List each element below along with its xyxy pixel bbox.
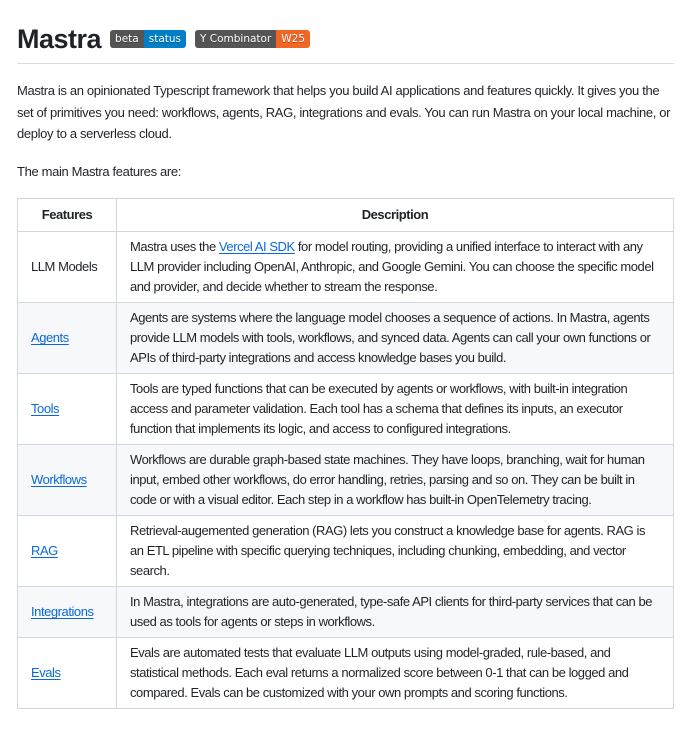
rag-link[interactable]: RAG <box>31 543 58 559</box>
feature-label: LLM Models <box>31 259 98 275</box>
description-cell <box>117 516 674 587</box>
feature-cell-agents <box>18 303 117 374</box>
description-column-header: Description <box>117 199 674 232</box>
agents-link[interactable]: Agents <box>31 330 69 346</box>
feature-cell-llm-models <box>18 232 117 303</box>
description-text: In Mastra, integrations are auto-generated, type-safe API clients for third-party services that can be used as tools for agents or steps in workflows. <box>130 594 653 630</box>
title-row <box>17 23 674 64</box>
description-cell <box>117 587 674 638</box>
description-cell <box>117 638 674 709</box>
description-text: Workflows are durable graph-based state machines. They have loops, branching, wait for human input, embed other workflows, do error handling, retries, parsing and so on. They can be built in code or with a visual editor. Each step in a workflow has built-in OpenTelemetry tracing. <box>130 452 645 508</box>
features-table <box>17 198 674 709</box>
feature-cell-tools <box>18 374 117 445</box>
table-row <box>18 303 674 374</box>
description-text: for model routing, providing a unified interface to interact with any LLM provider including OpenAI, Anthropic, and Google Gemini. You can choose the specific model and provider, and decide whether to stream the response. <box>130 239 654 295</box>
y-combinator-badge[interactable] <box>195 30 310 49</box>
beta-status-badge[interactable] <box>110 30 186 49</box>
description-cell <box>117 232 674 303</box>
description-text: Evals are automated tests that evaluate LLM outputs using model-graded, rule-based, and statistical methods. Each eval returns a normalized score between 0-1 that can be logged and compared. Evals can be customized with your own prompts and scoring functions. <box>130 645 629 701</box>
evals-link[interactable]: Evals <box>31 665 61 681</box>
feature-cell-workflows <box>18 445 117 516</box>
description-text: Tools are typed functions that can be executed by agents or workflows, with built-in integration access and parameter validation. Each tool has a schema that defines its inputs, an executor function that implements its logic, and access to configured integrations. <box>130 381 628 437</box>
description-text: Mastra uses the <box>130 239 219 255</box>
description-cell <box>117 445 674 516</box>
integrations-link[interactable]: Integrations <box>31 604 94 620</box>
table-row <box>18 445 674 516</box>
readme-document <box>17 23 674 709</box>
badge-label: Y Combinator <box>195 30 276 49</box>
feature-cell-evals <box>18 638 117 709</box>
intro-paragraph: Mastra is an opinionated Typescript framework that helps you build AI applications and features quickly. It gives you the set of primitives you need: workflows, agents, RAG, integrations and evals. You can run Mastra on your local machine, or deploy to a serverless cloud. <box>17 83 671 142</box>
feature-cell-integrations <box>18 587 117 638</box>
badge-value: W25 <box>276 30 310 49</box>
vercel-ai-sdk-link[interactable]: Vercel AI SDK <box>218 239 295 255</box>
feature-cell-rag <box>18 516 117 587</box>
badge-label: beta <box>110 30 144 49</box>
description-text: Agents are systems where the language model chooses a sequence of actions. In Mastra, agents provide LLM models with tools, workflows, and synced data. Agents can call your own functions or APIs of third-party integrations and access knowledge bases you build. <box>130 310 651 366</box>
table-row <box>18 638 674 709</box>
description-cell <box>117 303 674 374</box>
badge-value: status <box>144 30 186 49</box>
description-cell <box>117 374 674 445</box>
table-row <box>18 587 674 638</box>
table-row <box>18 232 674 303</box>
tools-link[interactable]: Tools <box>31 401 60 417</box>
table-row <box>18 516 674 587</box>
table-row <box>18 374 674 445</box>
page-title: Mastra <box>17 24 102 54</box>
features-column-header: Features <box>18 199 117 232</box>
workflows-link[interactable]: Workflows <box>31 472 87 488</box>
table-header-row <box>18 199 674 232</box>
description-text: Retrieval-augemented generation (RAG) lets you construct a knowledge base for agents. RAG is an ETL pipeline with specific querying techniques, including chunking, embedding, and vector search. <box>130 523 645 579</box>
features-lead-in: The main Mastra features are: <box>17 163 181 179</box>
